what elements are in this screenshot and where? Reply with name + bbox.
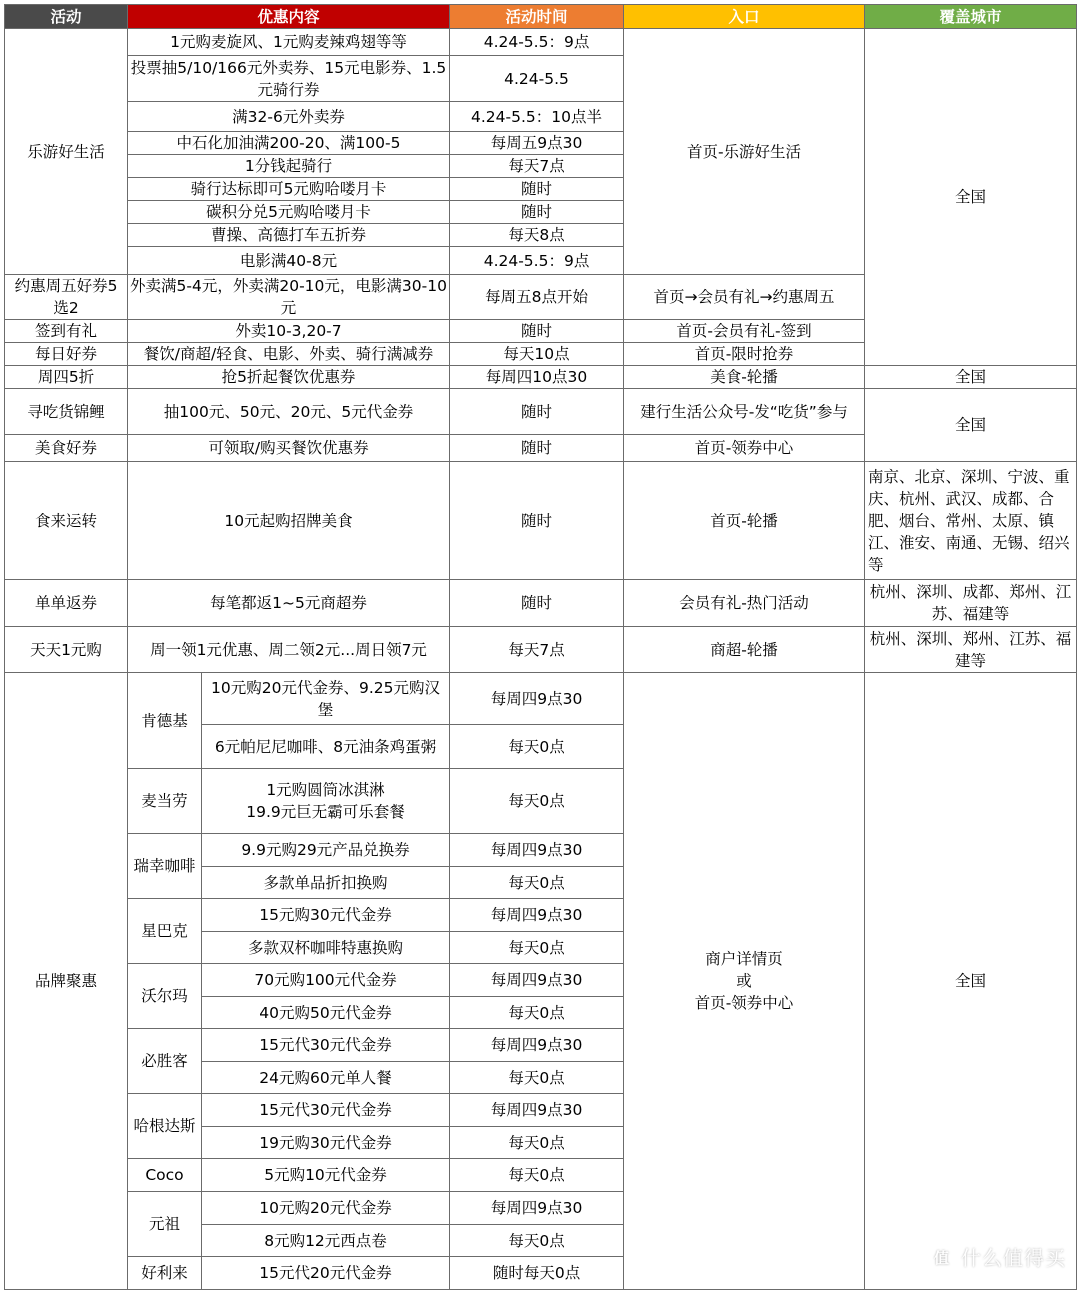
time-cell: 每周四10点30 [450,366,624,389]
promo-table [4,4,1077,1290]
brand-cell: 星巴克 [128,899,202,964]
time-cell: 每天0点 [450,769,624,834]
content-cell: 15元代30元代金券 [202,1029,450,1062]
content-cell: 10元购20元代金券、9.25元购汉堡 [202,673,450,725]
watermark [927,1242,1066,1275]
smzdm-logo-icon: 值 [927,1244,957,1274]
activity-cell: 约惠周五好券5选2 [5,275,128,320]
activity-cell: 每日好券 [5,343,128,366]
content-cell: 满32-6元外卖券 [128,102,450,132]
content-cell: 多款单品折扣换购 [202,867,450,899]
time-cell: 每天0点 [450,1127,624,1159]
content-cell: 70元购100元代金券 [202,964,450,997]
entry-cell: 首页-会员有礼-签到 [624,320,865,343]
activity-cell: 乐游好生活 [5,29,128,275]
brand-cell: 元祖 [128,1192,202,1257]
city-cell: 全国 [865,673,1077,1290]
content-cell: 1分钱起骑行 [128,155,450,178]
time-cell: 每周四9点30 [450,1094,624,1127]
time-cell: 随时 [450,201,624,224]
header-time: 活动时间 [450,5,624,29]
table-row [5,366,1077,389]
time-cell: 4.24-5.5 [450,56,624,102]
time-cell: 每天0点 [450,932,624,964]
content-cell: 1元购麦旋风、1元购麦辣鸡翅等等 [128,29,450,56]
activity-cell: 食来运转 [5,462,128,580]
content-cell: 9.9元购29元产品兑换券 [202,834,450,867]
entry-line: 商户详情页 [705,950,783,968]
content-cell: 外卖10-3,20-7 [128,320,450,343]
content-cell: 碳积分兑5元购哈喽月卡 [128,201,450,224]
time-cell: 每周五9点30 [450,132,624,155]
content-cell: 中石化加油满200-20、满100-5 [128,132,450,155]
activity-cell: 美食好券 [5,435,128,462]
time-cell: 每天0点 [450,867,624,899]
entry-cell: 首页-限时抢券 [624,343,865,366]
brand-cell: 麦当劳 [128,769,202,834]
time-cell: 每天7点 [450,155,624,178]
content-cell: 40元购50元代金券 [202,997,450,1029]
content-cell: 电影满40-8元 [128,247,450,275]
content-cell: 可领取/购买餐饮优惠券 [128,435,450,462]
table-row [5,580,1077,627]
content-cell: 15元代20元代金券 [202,1257,450,1290]
brand-cell: 必胜客 [128,1029,202,1094]
entry-cell: 会员有礼-热门活动 [624,580,865,627]
content-cell: 5元购10元代金券 [202,1159,450,1192]
content-line: 1元购圆筒冰淇淋 [266,781,385,799]
activity-cell: 周四5折 [5,366,128,389]
time-cell: 每天0点 [450,725,624,769]
time-cell: 每天10点 [450,343,624,366]
content-cell: 6元帕尼尼咖啡、8元油条鸡蛋粥 [202,725,450,769]
activity-cell: 品牌聚惠 [5,673,128,1290]
header-row [5,5,1077,29]
time-cell: 4.24-5.5：9点 [450,247,624,275]
content-cell: 周一领1元优惠、周二领2元...周日领7元 [128,627,450,673]
table-row [5,389,1077,435]
content-cell: 10元购20元代金券 [202,1192,450,1225]
time-cell: 每周四9点30 [450,834,624,867]
content-cell: 15元购30元代金券 [202,899,450,932]
city-cell: 杭州、深圳、成都、郑州、江苏、福建等 [865,580,1077,627]
city-cell: 南京、北京、深圳、宁波、重庆、杭州、武汉、成都、合肥、烟台、常州、太原、镇江、淮安、南通、无锡、绍兴等 [865,462,1077,580]
entry-cell [624,673,865,1290]
time-cell: 每天8点 [450,224,624,247]
table-row [5,29,1077,56]
entry-cell: 首页-轮播 [624,462,865,580]
time-cell: 每周四9点30 [450,673,624,725]
header-city: 覆盖城市 [865,5,1077,29]
content-cell: 24元购60元单人餐 [202,1062,450,1094]
header-content: 优惠内容 [128,5,450,29]
content-cell: 骑行达标即可5元购哈喽月卡 [128,178,450,201]
content-cell: 曹操、高德打车五折券 [128,224,450,247]
time-cell: 随时 [450,580,624,627]
content-cell: 餐饮/商超/轻食、电影、外卖、骑行满减券 [128,343,450,366]
content-cell: 外卖满5-4元，外卖满20-10元，电影满30-10元 [128,275,450,320]
content-cell: 10元起购招牌美食 [128,462,450,580]
entry-cell: 建行生活公众号-发“吃货”参与 [624,389,865,435]
entry-cell: 美食-轮播 [624,366,865,389]
time-cell: 4.24-5.5：10点半 [450,102,624,132]
activity-cell: 签到有礼 [5,320,128,343]
table-row [5,462,1077,580]
time-cell: 每天0点 [450,1062,624,1094]
entry-cell: 首页→会员有礼→约惠周五 [624,275,865,320]
activity-cell: 单单返券 [5,580,128,627]
time-cell: 每周四9点30 [450,1029,624,1062]
time-cell: 随时 [450,435,624,462]
time-cell: 随时 [450,320,624,343]
city-cell: 全国 [865,366,1077,389]
time-cell: 每周四9点30 [450,1192,624,1225]
brand-cell: 瑞幸咖啡 [128,834,202,899]
entry-line: 或 [736,972,752,990]
content-cell: 8元购12元西点卷 [202,1225,450,1257]
brand-cell: 沃尔玛 [128,964,202,1029]
content-cell: 15元代30元代金券 [202,1094,450,1127]
watermark-text: 什么值得买 [961,1245,1066,1270]
city-cell: 杭州、深圳、郑州、江苏、福建等 [865,627,1077,673]
time-cell: 每周五8点开始 [450,275,624,320]
brand-cell: Coco [128,1159,202,1192]
brand-cell: 哈根达斯 [128,1094,202,1159]
content-cell: 19元购30元代金券 [202,1127,450,1159]
brand-cell: 好利来 [128,1257,202,1290]
time-cell: 随时 [450,178,624,201]
time-cell: 每天7点 [450,627,624,673]
city-cell: 全国 [865,29,1077,366]
header-activity: 活动 [5,5,128,29]
entry-cell: 首页-领券中心 [624,435,865,462]
content-cell [202,769,450,834]
content-cell: 每笔都返1~5元商超券 [128,580,450,627]
brand-cell: 肯德基 [128,673,202,769]
entry-cell: 首页-乐游好生活 [624,29,865,275]
time-cell: 每天0点 [450,1225,624,1257]
entry-line: 首页-领券中心 [694,994,794,1012]
content-line: 19.9元巨无霸可乐套餐 [246,803,405,821]
content-cell: 投票抽5/10/166元外卖券、15元电影券、1.5元骑行券 [128,56,450,102]
table-row [5,673,1077,725]
time-cell: 随时 [450,389,624,435]
time-cell: 每周四9点30 [450,964,624,997]
activity-cell: 天天1元购 [5,627,128,673]
time-cell: 每天0点 [450,1159,624,1192]
city-cell: 全国 [865,389,1077,462]
content-cell: 抢5折起餐饮优惠券 [128,366,450,389]
time-cell: 4.24-5.5：9点 [450,29,624,56]
content-cell: 多款双杯咖啡特惠换购 [202,932,450,964]
activity-cell: 寻吃货锦鲤 [5,389,128,435]
time-cell: 随时 [450,462,624,580]
time-cell: 每周四9点30 [450,899,624,932]
time-cell: 每天0点 [450,997,624,1029]
time-cell: 随时每天0点 [450,1257,624,1290]
header-entry: 入口 [624,5,865,29]
content-cell: 抽100元、50元、20元、5元代金券 [128,389,450,435]
entry-cell: 商超-轮播 [624,627,865,673]
table-row [5,627,1077,673]
